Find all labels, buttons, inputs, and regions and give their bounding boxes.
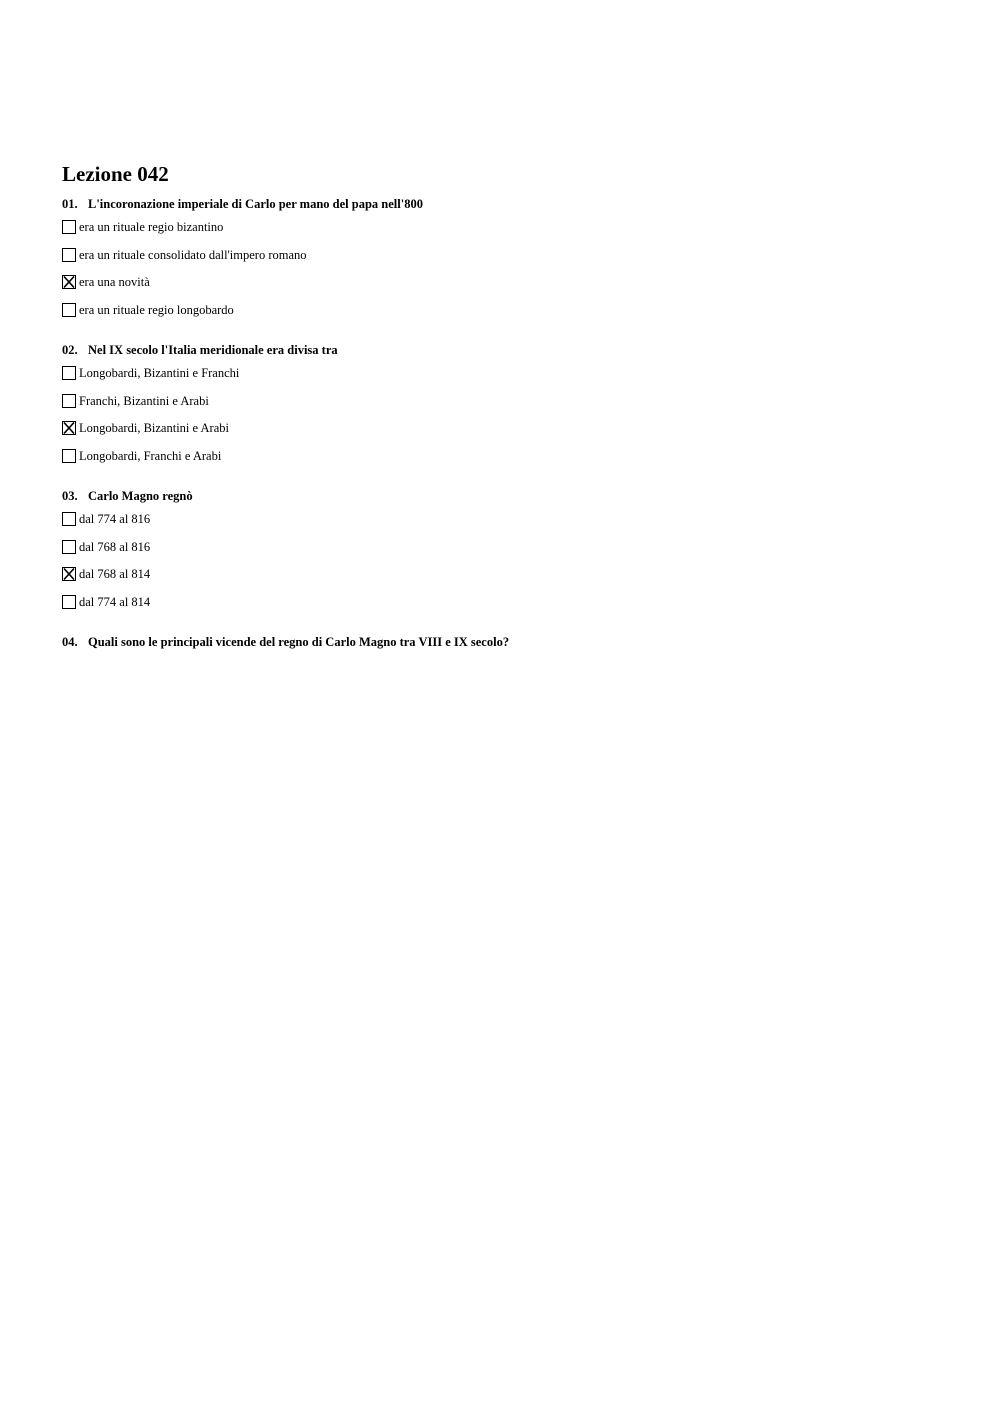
x-mark-icon — [63, 422, 75, 434]
question-01 — [62, 195, 942, 329]
checked-checkbox-icon[interactable] — [62, 567, 76, 581]
question-heading — [62, 487, 942, 505]
answer-option[interactable] — [62, 302, 942, 330]
answer-label: dal 768 al 814 — [79, 567, 151, 581]
answer-option[interactable] — [62, 393, 942, 421]
answer-option[interactable] — [62, 420, 942, 448]
answer-option[interactable] — [62, 594, 942, 622]
question-heading — [62, 341, 942, 359]
answer-label: era una novità — [79, 275, 150, 289]
question-text: Carlo Magno regnò — [88, 489, 193, 503]
checkbox-icon[interactable] — [62, 248, 76, 262]
answer-option[interactable] — [62, 365, 942, 393]
question-03 — [62, 487, 942, 621]
answer-label: era un rituale regio bizantino — [79, 220, 224, 234]
checkbox-icon[interactable] — [62, 540, 76, 554]
answer-option[interactable] — [62, 247, 942, 275]
question-number: 02. — [62, 343, 78, 357]
question-number: 01. — [62, 197, 78, 211]
question-number: 03. — [62, 489, 78, 503]
answer-option[interactable] — [62, 448, 942, 476]
question-text: Nel IX secolo l'Italia meridionale era divisa tra — [88, 343, 338, 357]
answer-option[interactable] — [62, 274, 942, 302]
checkbox-icon[interactable] — [62, 366, 76, 380]
checked-checkbox-icon[interactable] — [62, 421, 76, 435]
question-text: Quali sono le principali vicende del regno di Carlo Magno tra VIII e IX secolo? — [88, 635, 510, 649]
question-04 — [62, 633, 942, 651]
checkbox-icon[interactable] — [62, 449, 76, 463]
answer-label: Longobardi, Bizantini e Franchi — [79, 366, 240, 380]
checkbox-icon[interactable] — [62, 303, 76, 317]
answer-option[interactable] — [62, 219, 942, 247]
answer-label: Franchi, Bizantini e Arabi — [79, 393, 209, 408]
spacer — [62, 621, 942, 633]
answer-option[interactable] — [62, 566, 942, 594]
answer-option[interactable] — [62, 511, 942, 539]
spacer — [62, 329, 942, 341]
answer-label: era un rituale consolidato dall'impero romano — [79, 247, 307, 262]
answer-label: Longobardi, Bizantini e Arabi — [79, 421, 229, 435]
x-mark-icon — [63, 276, 75, 288]
question-heading — [62, 195, 942, 213]
answer-label: dal 774 al 814 — [79, 594, 151, 609]
answer-label: era un rituale regio longobardo — [79, 302, 234, 317]
question-02 — [62, 341, 942, 475]
lesson-title: Lezione 042 — [62, 162, 169, 186]
answer-label: dal 774 al 816 — [79, 512, 151, 526]
x-mark-icon — [63, 568, 75, 580]
answer-option[interactable] — [62, 539, 942, 567]
checkbox-icon[interactable] — [62, 512, 76, 526]
answer-label: Longobardi, Franchi e Arabi — [79, 448, 222, 463]
question-number: 04. — [62, 635, 78, 649]
answer-label: dal 768 al 816 — [79, 539, 151, 554]
checkbox-icon[interactable] — [62, 595, 76, 609]
checked-checkbox-icon[interactable] — [62, 275, 76, 289]
question-text: L'incoronazione imperiale di Carlo per mano del papa nell'800 — [88, 197, 423, 211]
checkbox-icon[interactable] — [62, 394, 76, 408]
question-heading — [62, 633, 942, 651]
checkbox-icon[interactable] — [62, 220, 76, 234]
document-page — [62, 160, 942, 657]
spacer — [62, 475, 942, 487]
